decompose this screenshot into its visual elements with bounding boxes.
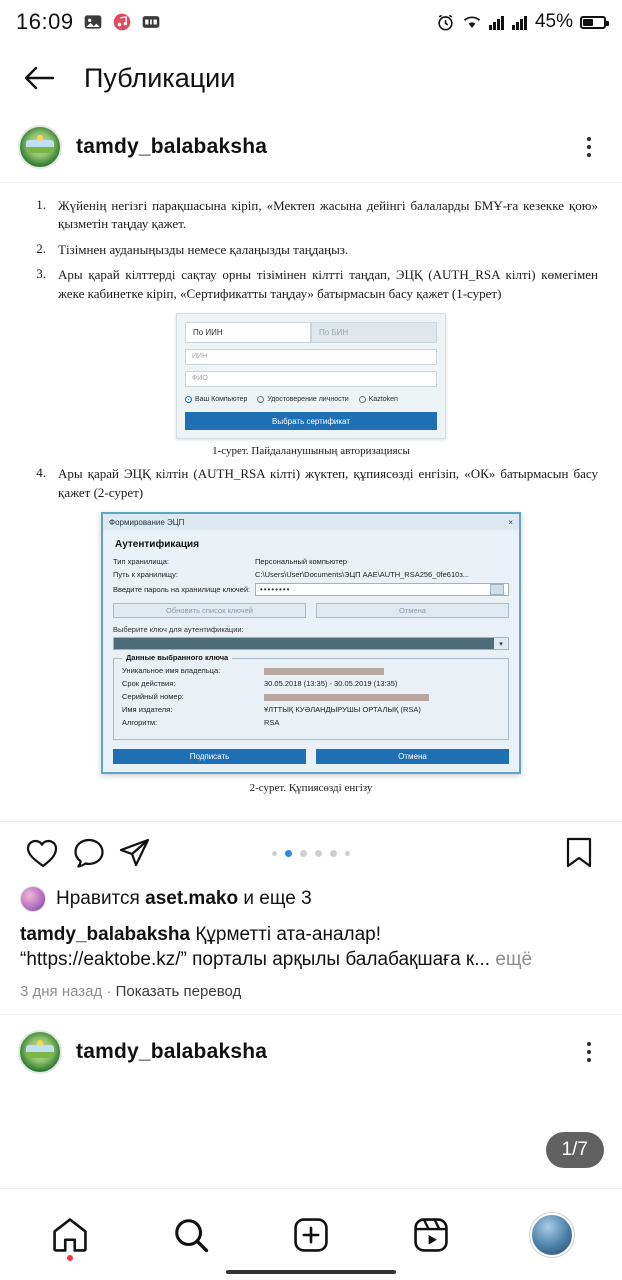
comment-icon[interactable] — [66, 830, 112, 876]
row-label: Тип хранилища: — [113, 557, 170, 567]
row-label: Уникальное имя владельца: — [122, 666, 221, 676]
likes-prefix: Нравится — [56, 888, 140, 909]
row-value: C:\Users\User\Documents\ЭЦП ААЕ\AUTH_RSA256_0fe610з... — [255, 570, 470, 580]
refresh-keys-button: Обновить список ключей — [113, 603, 306, 618]
post-username[interactable]: tamdy_balabaksha — [76, 135, 268, 158]
dialog-title: Формирование ЭЦП — [109, 517, 185, 527]
status-bar — [0, 0, 622, 44]
list-item — [24, 241, 598, 259]
cancel-button: Отмена — [316, 749, 509, 764]
battery-icon — [580, 16, 606, 29]
key-row-validity — [122, 679, 500, 688]
dialog-top-buttons — [113, 603, 509, 618]
post-actions — [0, 822, 622, 884]
caption-text: Құрметті ата-аналар! — [195, 924, 382, 945]
list-item-number: 4. — [36, 465, 46, 481]
tab-by-iin: По ИИН — [185, 322, 311, 343]
next-post-username[interactable]: tamdy_balabaksha — [76, 1039, 268, 1063]
password-value: •••••••• — [260, 585, 291, 595]
status-bar-left — [16, 9, 161, 35]
key-row-issuer — [122, 705, 500, 714]
dialog-body — [103, 530, 519, 772]
signal-icon-2 — [512, 14, 528, 30]
post-media[interactable] — [0, 182, 622, 822]
carousel-dot — [330, 850, 337, 857]
cancel-top-button: Отмена — [316, 603, 509, 618]
figure1-tabs — [185, 322, 437, 343]
liker-avatar — [20, 886, 46, 912]
likes-suffix: и еще 3 — [243, 888, 312, 909]
group-title: Данные выбранного ключа — [122, 653, 232, 662]
sign-button: Подписать — [113, 749, 306, 764]
list-item-number: 1. — [36, 197, 46, 212]
row-label: Алгоритм: — [122, 718, 158, 728]
row-label: Срок действия: — [122, 679, 176, 689]
avatar[interactable] — [18, 125, 62, 169]
list-item-number: 2. — [36, 240, 46, 256]
row-value: 30.05.2018 (13:35) - 30.05.2019 (13:35) — [264, 679, 398, 689]
key-row-owner — [122, 666, 500, 675]
select-certificate-button: Выбрать сертификат — [185, 412, 437, 430]
dialog-bottom-buttons — [113, 749, 509, 764]
fio-field: ФИО — [185, 371, 437, 387]
gallery-icon — [83, 12, 103, 32]
show-translation-link[interactable]: Показать перевод — [115, 982, 242, 1000]
password-field — [255, 583, 509, 596]
alarm-icon — [436, 13, 455, 32]
carousel-counter: 1/7 — [546, 1132, 604, 1168]
chevron-down-icon: ▾ — [494, 638, 508, 649]
row-label: Введите пароль на хранилище ключей: — [113, 585, 251, 595]
row-value: Персональный компьютер — [255, 557, 347, 567]
list-item — [24, 266, 598, 303]
list-item — [24, 197, 598, 234]
dialog-row-storage-path — [113, 570, 509, 579]
kebab-menu-icon[interactable] — [574, 1037, 604, 1067]
likes-text — [56, 888, 312, 910]
heart-icon[interactable] — [20, 830, 66, 876]
dialog-titlebar — [103, 514, 519, 530]
radio-computer-label: Ваш Компьютер — [195, 396, 248, 404]
notification-dot — [67, 1255, 73, 1261]
list-item-number: 3. — [36, 266, 46, 282]
select-key-label: Выберите ключ для аутентификации: — [113, 625, 244, 635]
caption-username[interactable]: tamdy_balabaksha — [20, 924, 191, 945]
radio-kaztoken — [359, 396, 398, 403]
likes-row[interactable] — [0, 884, 622, 912]
post-timestamp: 3 дня назад — [20, 982, 103, 1000]
row-label: Путь к хранилищу: — [113, 570, 179, 580]
figure-ecp-dialog — [101, 512, 521, 774]
document-content — [0, 183, 622, 794]
row-value-redacted — [264, 666, 500, 675]
radio-computer — [185, 396, 247, 403]
share-icon[interactable] — [112, 830, 158, 876]
caption-line-2 — [20, 947, 602, 972]
list-item-text: Жүйенің негізгі парақшасына кіріп, «Мектеп жасына дейінгі балаларды БМҰ-ға кезекке қою» қызметін таңдау қажет. — [58, 198, 598, 232]
next-post-header — [0, 1015, 622, 1089]
carousel-dot — [300, 850, 307, 857]
nav-home[interactable] — [40, 1205, 100, 1265]
carousel-dots — [272, 850, 350, 857]
carousel-dot — [272, 851, 277, 856]
figure-auth-form — [176, 313, 446, 439]
caption-more-link[interactable]: ещё — [495, 949, 533, 971]
row-value: ҰЛТТЫҚ КУӘЛАНДЫРУШЫ ОРТАЛЫҚ (RSA) — [264, 705, 421, 715]
kebab-menu-icon[interactable] — [574, 132, 604, 162]
back-arrow-icon[interactable] — [22, 61, 56, 95]
row-value-redacted — [264, 692, 500, 701]
carousel-dot — [315, 850, 322, 857]
home-indicator — [226, 1270, 396, 1274]
eye-icon — [490, 584, 504, 595]
selected-key-group — [113, 653, 509, 740]
key-row-algorithm — [122, 718, 500, 727]
app-icon — [141, 12, 161, 32]
tab-by-bin: По БИН — [311, 322, 437, 343]
row-label: Имя издателя: — [122, 705, 173, 715]
carousel-dot-active — [285, 850, 292, 857]
radio-id-card-label: Удостоверение личности — [267, 396, 349, 404]
post-header — [0, 112, 622, 182]
close-icon: × — [508, 517, 513, 527]
avatar[interactable] — [18, 1030, 62, 1074]
row-label: Серийный номер: — [122, 692, 184, 702]
screen-header — [0, 44, 622, 112]
dialog-row-storage-type — [113, 557, 509, 566]
nav-reels[interactable] — [401, 1205, 461, 1265]
dialog-heading: Аутентификация — [115, 539, 200, 551]
wifi-icon — [462, 13, 482, 31]
bookmark-icon[interactable] — [556, 830, 602, 876]
list-item-text: Ары қарай ЭЦҚ кілтін (AUTH_RSA кілті) жүктеп, құпиясөзді енгізіп, «ОК» батырмасын басу қажет (2-сурет) — [58, 466, 598, 500]
list-item-text: Ары қарай кілттерді сақтау орны тізімінен кілтті таңдап, ЭЦҚ (AUTH_RSA кілті) көмегімен жеке кабинетке кіріп, «Сертификатты таңдау» батырмасын басу қажет (1-сурет) — [58, 267, 598, 301]
likes-username[interactable]: aset.mako — [145, 888, 239, 909]
post-caption — [0, 912, 622, 973]
status-clock: 16:09 — [16, 9, 74, 34]
list-item — [24, 465, 598, 502]
signal-icon-1 — [489, 14, 505, 30]
page-title: Публикации — [84, 62, 236, 93]
nav-profile[interactable] — [522, 1205, 582, 1265]
bottom-nav — [0, 1188, 622, 1280]
carousel-dot — [345, 851, 350, 856]
key-select — [113, 637, 509, 650]
document-list — [24, 197, 598, 303]
iin-field: ИИН — [185, 349, 437, 365]
status-bar-right — [436, 11, 606, 33]
figure1-caption: 1-сурет. Пайдаланушының авторизациясы — [212, 445, 410, 458]
music-icon — [112, 12, 132, 32]
radio-id-card — [257, 396, 348, 403]
figure1-radio-group — [185, 396, 437, 403]
battery-percent: 45% — [534, 11, 573, 32]
dialog-row-password — [113, 583, 509, 596]
nav-create[interactable] — [281, 1205, 341, 1265]
post-meta — [0, 973, 622, 1000]
nav-search[interactable] — [161, 1205, 221, 1265]
radio-kaztoken-label: Kaztoken — [368, 396, 398, 404]
caption-text-2: “https://eaktobe.kz/” порталы арқылы балабақшаға к... — [20, 949, 491, 971]
list-item-text: Тізімнен ауданыңызды немесе қалаңызды таңдаңыз. — [58, 241, 349, 257]
row-value: RSA — [264, 718, 280, 728]
figure2-caption: 2-сурет. Құпиясөзді енгізу — [249, 782, 373, 795]
profile-avatar[interactable] — [530, 1213, 574, 1257]
meta-separator: · — [106, 982, 116, 1000]
key-row-serial — [122, 692, 500, 701]
